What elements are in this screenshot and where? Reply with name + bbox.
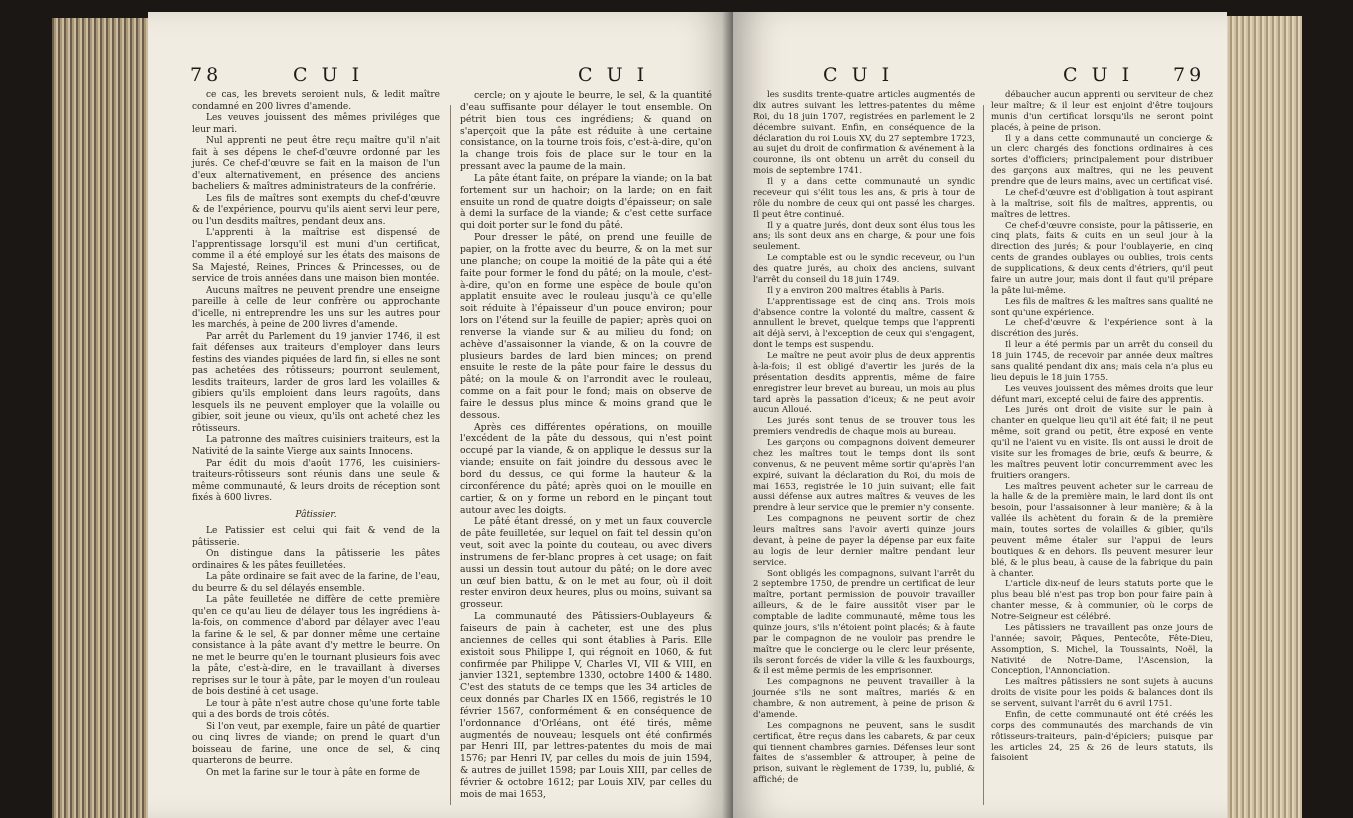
paragraph: Si l'on veut, par exemple, faire un pâté de quartier ou cinq livres de viande; on prend le quart d'un boisseau de farine, une once de sel, & cinq quarterons de beurre. xyxy=(192,721,440,767)
paragraph: Les fils de maîtres & les maîtres sans qualité ne sont qu'une expérience. xyxy=(991,296,1213,318)
paragraph: Par arrêt du Parlement du 19 janvier 1746, il est fait défenses aux traiteurs d'employer dans leurs festins des viandes piquées de lard fin, si elles ne sont pas achetées des rôtisseurs; pourront seulement, lesdits traiteurs, larder de gros lard les volailles & gibiers qu'ils emploient dans leurs ragoûts, dans lesquels ils ne peuvent employer que la volaille ou gibier, soit jeune ou vieux, qu'ils ont acheté chez les rôtisseurs. xyxy=(192,331,440,434)
left-page xyxy=(148,12,733,818)
left-page-edges xyxy=(52,18,152,818)
paragraph: L'apprenti à la maîtrise est dispensé de l'apprentissage lorsqu'il est muni d'un certificat, comme il a été employé sur les états des maisons de Sa Majesté, Reines, Princes & Princesses, ou de service de trois années dans une maison bien montée. xyxy=(192,228,440,285)
left-running-head: C U I xyxy=(293,64,364,86)
paragraph: Il y a dans cette communauté un syndic receveur qui s'élit tous les ans, & pris à tour de rôle du nombre de ceux qui ont passé les charges. Il peut être continué. xyxy=(753,177,975,220)
open-book xyxy=(52,12,1302,818)
right-column-1 xyxy=(753,90,975,786)
paragraph: Les compagnons ne peuvent, sans le susdit certificat, être reçus dans les cabarets, & par ceux qui tiennent chambres garnies. Défenses leur sont faites de s'assembler & attrouper, à peine de prison, suivant le règlement de 1739, lu, publié, & affiché; de xyxy=(753,720,975,786)
paragraph: Pour dresser le pâté, on prend une feuille de papier, on la frotte avec du beurre, & on la met sur une planche; on coupe la moitié de la pâte qui a été faite pour former le fond du pâté; on la moule, c'est-à-dire, qu'on en forme une espèce de boule qu'on applatit ensuite avec le rouleau jusqu'à ce qu'elle soit réduite à l'épaisseur d'un pouce environ; pour lors on l'étend sur la feuille de papier; après quoi on renverse la viande sur & au milieu du fond; on achève d'assaisonner la viande, & on la couvre de plusieurs bardes de lard bien minces; on prend ensuite le reste de la pâte pour faire le dessus du pâté; on la moule & on l'arrondit avec le rouleau, comme on a fait pour le fond; mais on observe de faire le dessus plus mince & moins grand que le dessous. xyxy=(460,232,712,421)
paragraph: Les compagnons ne peuvent sortir de chez leurs maîtres sans l'avoir averti quinze jours devant, à peine de payer la dépense par eux faite au logis de leur dernier maître pendant leur service. xyxy=(753,514,975,568)
paragraph: Nul apprenti ne peut être reçu maître qu'il n'ait fait à ses dépens le chef-d'œuvre ordonné par les jurés. Ce chef-d'œuvre se fait en la maison de l'un d'eux alternativement, en présence des anciens bacheliers & maîtres administrateurs de la confrérie. xyxy=(192,136,440,193)
paragraph: Les jurés ont droit de visite sur le pain à chanter en quelque lieu qu'il ait été fait; il ne peut même, soit grand ou petit, être exposé en vente qu'il ne l'aient vu en visite. Ils ont aussi le droit de visite sur les fromages de brie, œufs & beurre, & les maîtres peuvent lotir concurremment avec les fruitiers orangers. xyxy=(991,405,1213,481)
column-rule xyxy=(450,105,451,805)
paragraph: Les maîtres peuvent acheter sur le carreau de la halle & de la première main, le lard dont ils ont besoin, pour l'assaisonner à leur manière; & à la vallée ils achètent du forain & de la première main, toutes sortes de volailles & gibier, qu'ils peuvent même étaler sur l'appui de leurs boutiques & en dehors. Ils peuvent mesurer leur blé, & le plus beau, à cause de la fabrique du pain à chanter. xyxy=(991,481,1213,579)
paragraph: Le maître ne peut avoir plus de deux apprentis à-la-fois; il est obligé d'avertir les jurés de la présentation desdits apprentis, même de faire enregistrer leur brevet au bureau, un mois au plus tard après la passation d'iceux; & ne peut avoir aucun Alloué. xyxy=(753,351,975,416)
paragraph: Ce chef-d'œuvre consiste, pour la pâtisserie, en cinq plats, faits & cuits en un seul jour à la direction des jurés; & pour l'oublayerie, en cinq cents de grandes oublayes ou oublies, trois cents de supplications, & deux cents d'étriers, qu'il peut faire un autre jour, mais dont il faut qu'il prépare la pâte lui-même. xyxy=(991,220,1213,296)
paragraph: La pâte feuilletée ne diffère de cette première qu'en ce qu'au lieu de délayer tous les ingrédiens à-la-fois, on commence d'abord par délayer avec l'eau la farine & le sel, & par donner même une certaine consistance à la pâte avant d'y mettre le beurre. On ne met le beurre qu'en le tournant plusieurs fois avec la pâte, c'est-à-dire, en le travaillant à diverses reprises sur le tour à pâte, par le moyen d'un rouleau de bois destiné à cet usage. xyxy=(192,595,440,698)
paragraph: On met la farine sur le tour à pâte en forme de xyxy=(206,767,420,778)
right-column-2 xyxy=(991,90,1213,764)
right-page-number: 79 xyxy=(1173,64,1206,86)
paragraph: Par édit du mois d'août 1776, les cuisiniers-traiteurs-rôtisseurs sont réunis dans une seule & même communauté, & leurs droits de réception sont fixés à 600 livres. xyxy=(192,458,440,504)
paragraph: Il y a quatre jurés, dont deux sont élus tous les ans; ils sont deux ans en charge, & pour une fois seulement. xyxy=(753,220,975,253)
paragraph: Aucuns maîtres ne peuvent prendre une enseigne pareille à celle de leur confrère ou approchante d'icelle, ni entreprendre les uns sur les autres pour les marchés, à peine de 200 livres d'amende. xyxy=(192,285,440,331)
paragraph: Les veuves jouissent des mêmes droits que leur défunt mari, excepté celui de faire des apprentis. xyxy=(991,383,1213,405)
paragraph: Le Patissier est celui qui fait & vend de la pâtisserie. xyxy=(192,526,440,548)
paragraph: Le tour à pâte n'est autre chose qu'une forte table qui a des bords de trois côtés. xyxy=(192,698,440,721)
paragraph: Le chef-d'œuvre & l'expérience sont à la discrétion des jurés. xyxy=(991,318,1213,340)
paragraph: Le comptable est ou le syndic receveur, ou l'un des quatre jurés, au choix des anciens, suivant l'arrêt du conseil du 18 juin 1749. xyxy=(753,253,975,285)
paragraph: Le chef-d'œuvre est d'obligation à tout aspirant à la maîtrise, soit fils de maîtres, apprentis, ou maîtres de lettres. xyxy=(991,187,1213,220)
paragraph: L'apprentissage est de cinq ans. Trois mois d'absence contre la volonté du maître, cassent & annullent le brevet, quelque temps que l'apprenti ait déjà servi, à l'exception de ceux qui s'engagent, dont le temps est suspendu. xyxy=(753,296,975,351)
right-page xyxy=(733,12,1227,818)
paragraph: La pâte étant faite, on prépare la viande; on la bat fortement sur un hachoir; on la larde; on en fait ensuite un rond de quatre doigts d'épaisseur; on sale à demi la surface de la viande; & c'est cette surface qui doit porter sur le fond du pâté. xyxy=(460,172,712,232)
paragraph: Enfin, de cette communauté ont été créés les corps des communautés des marchands de vin rôtisseurs-traiteurs, pain-d'épiciers; puisque par les articles 24, 25 & 26 de leurs statuts, ils faisoient xyxy=(991,709,1213,764)
paragraph: L'article dix-neuf de leurs statuts porte que le plus beau blé n'est pas trop bon pour faire pain à chanter messe, & à communier, où le corps de Notre-Seigneur est célébré. xyxy=(991,579,1213,622)
left-running-head-right: C U I xyxy=(578,64,649,86)
left-column-2 xyxy=(460,90,712,801)
paragraph: Les garçons ou compagnons doivent demeurer chez les maîtres tout le temps dont ils sont convenus, & ne peuvent même sortir qu'après l'an expiré, suivant la déclaration du Roi, du mois de mai 1653, registrée le 10 juin suivant; elle fait aussi défense aux autres maîtres & veuves de les prendre à leur service que le premier n'y consente. xyxy=(753,438,975,514)
paragraph: ce cas, les brevets seroient nuls, & ledit maître condamné en 200 livres d'amende. xyxy=(192,90,440,112)
paragraph: les susdits trente-quatre articles augmentés de dix autres suivant les lettres-patentes du même Roi, du 18 juin 1707, registrées en parlement le 2 décembre suivant. Enfin, en conséquence de la déclaration du roi Louis XV, du 27 septembre 1723, au sujet du droit de confirmation & avénement à la couronne, ils ont obtenu un arrêt du conseil du mois de septembre 1741. xyxy=(753,90,975,177)
paragraph: cercle; on y ajoute le beurre, le sel, & la quantité d'eau suffisante pour délayer le tout ensemble. On pétrit bien tous ces ingrédiens; & quand on s'aperçoit que la pâte est réduite à une certaine consistance, on la tourne trois fois, c'est-à-dire, qu'on la change trois fois de place sur le tour en la pressant avec la paume de la main. xyxy=(460,90,712,173)
paragraph: La patronne des maîtres cuisiniers traiteurs, est la Nativité de la sainte Vierge aux saints Innocens. xyxy=(192,435,440,457)
paragraph: Les pâtissiers ne travaillent pas onze jours de l'année; savoir, Pâques, Pentecôte, Fête-Dieu, Assomption, S. Michel, la Toussaints, Noël, la Nativité de Notre-Dame, l'Ascension, la Conception, l'Annonciation. xyxy=(991,622,1213,677)
paragraph: Il y a environ 200 maîtres établis à Paris. xyxy=(767,285,945,296)
paragraph: Sont obligés les compagnons, suivant l'arrêt du 2 septembre 1750, de prendre un certificat de leur maître, portant permission de pouvoir travailler ailleurs, & de le faire aussitôt viser par le comptable de ladite communauté, même tous les quinze jours, s'ils n'étoient point placés; & à faute par le compagnon de ne vouloir pas prendre le maître que le concierge ou le clerc leur présente, ils seront forcés de vider la ville & les fauxbourgs, & il est même permis de les emprisonner. xyxy=(753,568,975,677)
paragraph: Il y a dans cette communauté un concierge & un clerc chargés des fonctions ordinaires à ces sortes d'officiers; principalement pour distribuer des garçons aux maîtres, qui ne les peuvent prendre que de leurs mains, avec un certificat visé. xyxy=(991,133,1213,187)
paragraph: La pâte ordinaire se fait avec de la farine, de l'eau, du beurre & du sel délayés ensemble. xyxy=(192,572,440,594)
paragraph: Il leur a été permis par un arrêt du conseil du 18 juin 1745, de recevoir par année deux maîtres sans qualité pendant dix ans; mais cela n'a plus eu lieu depuis le 18 juin 1755. xyxy=(991,340,1213,383)
paragraph: Les veuves jouissent des mêmes priviléges que leur mari. xyxy=(192,113,440,135)
paragraph: Les fils de maîtres sont exempts du chef-d'œuvre & de l'expérience, pourvu qu'ils aient servi leur pere, ou l'un desdits maîtres, pendant deux ans. xyxy=(192,193,440,227)
paragraph: Après ces différentes opérations, on mouille l'excédent de la pâte du dessous, qui n'est point occupé par la viande, & on applique le dessus sur la viande; ensuite on fait joindre du dessous avec le bord du dessus, ce qui forme la hauteur & la circonférence du pâté; après quoi on le mouille en cartier, & on y forme un rebord en le pinçant tout autour avec les doigts. xyxy=(460,421,712,516)
paragraph: Les compagnons ne peuvent travailler à la journée s'ils ne sont maîtres, mariés & en chambre, & non autrement, à peine de prison & d'amende. xyxy=(753,677,975,720)
column-rule xyxy=(983,105,984,805)
left-page-number: 78 xyxy=(190,64,223,86)
section-title: Pâtissier. xyxy=(295,509,337,520)
paragraph: Les maîtres pâtissiers ne sont sujets à aucuns droits de visite pour les poids & balances dont ils se servent, suivant l'arrêt du 6 avril 1751. xyxy=(991,677,1213,709)
paragraph: La communauté des Pâtissiers-Oublayeurs & faiseurs de pain à cacheter, est une des plus anciennes de celles qui sont établies à Paris. Elle existoit sous Philippe I, qui régnoit en 1060, & fut confirmée par Philippe V, Charles VI, VII & VIII, en janvier 1321, septembre 1330, octobre 1400 & 1480. C'est des statuts de ce temps que les 34 articles de ceux donnés par Charles IX en 1566, registrés le 10 février 1567, conformément & en conséquence de l'ordonnance d'Orléans, ont été tirés, même augmentés de nouveau; lesquels ont été confirmés par Henri III, par lettres-patentes du mois de mai 1576; par Henri IV, par celles du mois de juin 1594, & autres de juillet 1598; par Louis XIII, par celles de février & octobre 1612; par Louis XIV, par celles du mois de mai 1653, xyxy=(460,611,712,800)
paragraph: Les jurés sont tenus de se trouver tous les premiers vendredis de chaque mois au bureau. xyxy=(753,416,975,438)
right-running-head: C U I xyxy=(1063,64,1134,86)
right-running-head-left: C U I xyxy=(823,64,894,86)
paragraph: débaucher aucun apprenti ou serviteur de chez leur maître; & il leur est enjoint d'être toujours munis d'un certificat lorsqu'ils ne seront point placés, à peine de prison. xyxy=(991,90,1213,133)
paragraph: On distingue dans la pâtisserie les pâtes ordinaires & les pâtes feuilletées. xyxy=(192,549,440,571)
left-column-1 xyxy=(192,90,440,779)
right-page-edges xyxy=(1222,16,1302,818)
paragraph: Le pâté étant dressé, on y met un faux couvercle de pâte feuilletée, sur lequel on fait tel dessin qu'on veut, soit avec la pointe du couteau, ou avec divers instrumens de fer-blanc propres à cet usage; on fait aussi un dessin tout autour du pâté; on le dore avec un œuf bien battu, & on le met au four, où il doit rester environ deux heures, plus ou moins, suivant sa grosseur. xyxy=(460,516,712,611)
